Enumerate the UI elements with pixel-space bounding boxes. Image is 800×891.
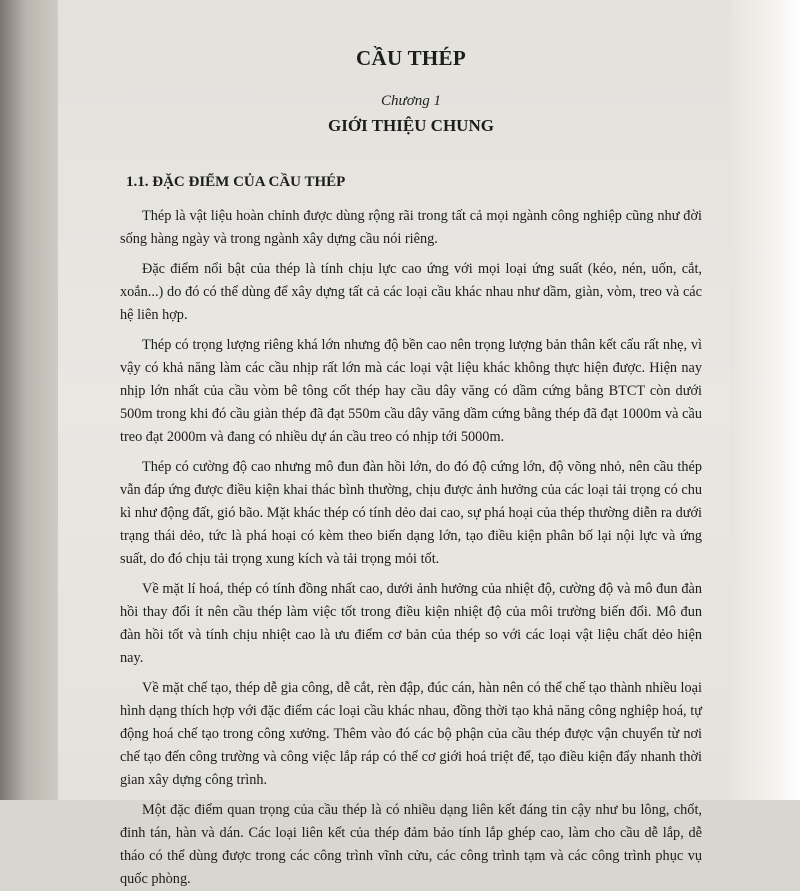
chapter-title: GIỚI THIỆU CHUNG xyxy=(328,116,494,135)
book-binding-shadow xyxy=(0,0,58,800)
paragraph: Một đặc điểm quan trọng của cầu thép là có nhiều dạng liên kết đáng tin cậy như bu lông, chốt, đinh tán, hàn và dán. Các loại liên kết của thép đảm bảo tính lắp ghép cao, làm cho cầu dễ lắp, dễ tháo có thể dùng được trong các công trình vĩnh cửu, các công trình tạm và các công trình phục vụ quốc phòng. xyxy=(120,802,702,887)
section-heading: 1.1. ĐẶC ĐIỂM CỦA CẦU THÉP xyxy=(126,174,346,190)
paragraph: Thép là vật liệu hoàn chỉnh được dùng rộng rãi trong tất cả mọi ngành công nghiệp cũng như đời sống hàng ngày và trong ngành xây dựng cầu nói riêng. xyxy=(120,208,702,247)
paragraph: Về mặt chế tạo, thép dễ gia công, dễ cắt, rèn đập, đúc cán, hàn nên có thể chế tạo thành nhiều loại hình dạng thích hợp với đặc điểm các loại cầu khác nhau, đồng thời tạo khả năng công nghiệp hoá, tự động hoá chế tạo trong công xưởng. Thêm vào đó các bộ phận của cầu thép được vận chuyển từ nơi chế tạo đến công trường và công việc lắp ráp có thể cơ giới hoá triệt để, tạo điều kiện đẩy nhanh thời gian xây dựng công trình. xyxy=(120,680,702,788)
paragraph: Về mặt lí hoá, thép có tính đồng nhất cao, dưới ảnh hưởng của nhiệt độ, cường độ và mô đun đàn hồi thay đổi ít nên cầu thép làm việc tốt trong điều kiện nhiệt độ của môi trường biến đổi. Mô đun đàn hồi tốt và tính chịu nhiệt cao là ưu điểm cơ bản của thép so với các loại vật liệu chất dẻo hiện nay. xyxy=(120,581,702,666)
book-page xyxy=(58,0,730,887)
book-title: CẦU THÉP xyxy=(356,46,466,70)
paragraph: Đặc điểm nổi bật của thép là tính chịu lực cao ứng với mọi loại ứng suất (kéo, nén, uốn, cắt, xoắn...) do đó có thể dùng để xây dựng tất cả các loại cầu khác nhau như dầm, giàn, vòm, treo và các hệ liên hợp. xyxy=(120,261,702,323)
paragraph: Thép có cường độ cao nhưng mô đun đàn hồi lớn, do đó độ cứng lớn, độ võng nhỏ, nên cầu thép vẫn đáp ứng được điều kiện khai thác bình thường, chịu được ảnh hưởng của các loại tải trọng có chu kì như động đất, gió bão. Mặt khác thép có tính dẻo dai cao, sự phá hoại của thép thường diễn ra dưới trạng thái dẻo, tức là phá hoại có kèm theo biến dạng lớn, tạo điều kiện phân bố lại nội lực và ứng suất, do đó chịu tải trọng xung kích và tải trọng mỏi tốt. xyxy=(120,459,702,567)
page-edge-highlight xyxy=(730,0,800,800)
paragraph: Thép có trọng lượng riêng khá lớn nhưng độ bền cao nên trọng lượng bản thân kết cấu rất nhẹ, vì vậy có khả năng làm các cầu nhịp rất lớn mà các loại vật liệu khác không thực hiện được. Hiện nay nhịp lớn nhất của cầu vòm bê tông cốt thép hay cầu dây văng có dầm cứng bằng BTCT còn dưới 500m trong khi đó cầu giàn thép đã đạt 550m cầu dây văng dầm cứng bằng thép đã đạt 1000m và cầu treo đạt 2000m và đang có nhiều dự án cầu treo có nhịp tới 5000m. xyxy=(120,337,702,445)
chapter-label: Chương 1 xyxy=(381,93,441,109)
body-text xyxy=(120,205,702,891)
